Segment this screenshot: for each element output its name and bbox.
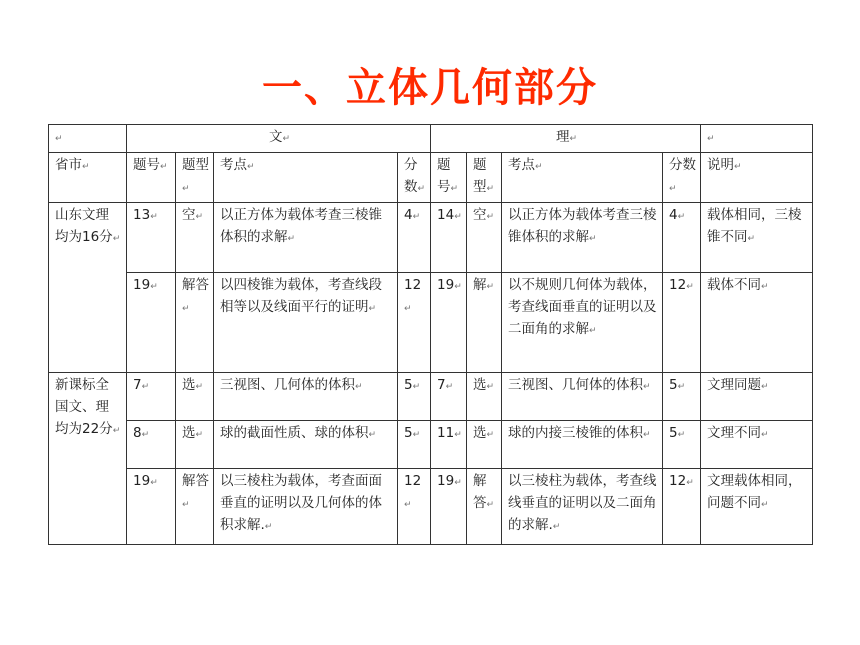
note-cell: 文理同题 ↵ bbox=[701, 373, 813, 421]
li-type-cell: 解答 ↵ bbox=[467, 469, 502, 545]
paragraph-mark-icon bbox=[707, 134, 715, 144]
wen-score-cell: 5 ↵ bbox=[398, 373, 431, 421]
paragraph-mark-icon bbox=[55, 134, 63, 144]
header-province: 省市 ↵ bbox=[49, 153, 127, 203]
wen-type-cell: 选 ↵ bbox=[176, 373, 214, 421]
wen-no-cell: 13 ↵ bbox=[127, 203, 176, 273]
exam-analysis-table bbox=[48, 124, 813, 545]
li-point-cell: 以不规则几何体为载体，考查线面垂直的证明以及二面角的求解 ↵ bbox=[502, 273, 663, 373]
li-score-cell: 5 ↵ bbox=[663, 421, 701, 469]
li-point-cell: 三视图、几何体的体积 ↵ bbox=[502, 373, 663, 421]
wen-no-cell: 8 ↵ bbox=[127, 421, 176, 469]
header-li-score: 分数 ↵ bbox=[663, 153, 701, 203]
li-group-header: 理 ↵ bbox=[431, 125, 701, 153]
province-cell: 山东文理均为16分 ↵ bbox=[49, 203, 127, 373]
li-score-cell: 4 ↵ bbox=[663, 203, 701, 273]
paragraph-mark-icon bbox=[569, 134, 577, 144]
wen-type-cell: 选 ↵ bbox=[176, 421, 214, 469]
table-row bbox=[49, 273, 813, 373]
province-cell: 新课标全国文、理均为22分 ↵ bbox=[49, 373, 127, 545]
li-type-cell: 空 ↵ bbox=[467, 203, 502, 273]
li-type-cell: 选 ↵ bbox=[467, 373, 502, 421]
note-cell: 文理不同 ↵ bbox=[701, 421, 813, 469]
li-score-cell: 12 ↵ bbox=[663, 469, 701, 545]
wen-type-cell: 空 ↵ bbox=[176, 203, 214, 273]
li-type-cell: 选 ↵ bbox=[467, 421, 502, 469]
header-li-type: 题型 ↵ bbox=[467, 153, 502, 203]
wen-point-cell: 以四棱锥为载体，考查线段相等以及线面平行的证明 ↵ bbox=[214, 273, 398, 373]
wen-type-cell: 解答 ↵ bbox=[176, 273, 214, 373]
table-row bbox=[49, 373, 813, 421]
wen-score-cell: 12 ↵ bbox=[398, 469, 431, 545]
header-wen-no: 题号 ↵ bbox=[127, 153, 176, 203]
wen-no-cell: 19 ↵ bbox=[127, 469, 176, 545]
wen-point-cell: 三视图、几何体的体积 ↵ bbox=[214, 373, 398, 421]
table-row bbox=[49, 469, 813, 545]
note-cell: 载体相同，三棱锥不同 ↵ bbox=[701, 203, 813, 273]
li-no-cell: 19 ↵ bbox=[431, 273, 467, 373]
right-edge-mask bbox=[836, 118, 860, 558]
wen-score-cell: 5 ↵ bbox=[398, 421, 431, 469]
li-no-cell: 11 ↵ bbox=[431, 421, 467, 469]
header-wen-type: 题型 ↵ bbox=[176, 153, 214, 203]
li-score-cell: 12 ↵ bbox=[663, 273, 701, 373]
li-point-cell: 以三棱柱为载体，考查线线垂直的证明以及二面角的求解. ↵ bbox=[502, 469, 663, 545]
wen-group-header: 文 ↵ bbox=[127, 125, 431, 153]
li-point-cell: 以正方体为载体考查三棱锥体积的求解 ↵ bbox=[502, 203, 663, 273]
li-no-cell: 7 ↵ bbox=[431, 373, 467, 421]
page-title: 一、立体几何部分 bbox=[262, 65, 598, 111]
wen-point-cell: 以三棱柱为载体，考查面面垂直的证明以及几何体的体积求解. ↵ bbox=[214, 469, 398, 545]
wen-no-cell: 19 ↵ bbox=[127, 273, 176, 373]
column-header-row bbox=[49, 153, 813, 203]
empty-header-cell bbox=[49, 125, 127, 153]
wen-point-cell: 以正方体为载体考查三棱锥体积的求解 ↵ bbox=[214, 203, 398, 273]
li-no-cell: 14 ↵ bbox=[431, 203, 467, 273]
wen-score-cell: 4 ↵ bbox=[398, 203, 431, 273]
wen-type-cell: 解答 ↵ bbox=[176, 469, 214, 545]
li-point-cell: 球的内接三棱锥的体积 ↵ bbox=[502, 421, 663, 469]
header-wen-score: 分数 ↵ bbox=[398, 153, 431, 203]
wen-no-cell: 7 ↵ bbox=[127, 373, 176, 421]
header-li-no: 题号 ↵ bbox=[431, 153, 467, 203]
note-cell: 文理载体相同，问题不同 ↵ bbox=[701, 469, 813, 545]
li-no-cell: 19 ↵ bbox=[431, 469, 467, 545]
wen-point-cell: 球的截面性质、球的体积 ↵ bbox=[214, 421, 398, 469]
table-row bbox=[49, 421, 813, 469]
header-wen-point: 考点 ↵ bbox=[214, 153, 398, 203]
empty-header-cell bbox=[701, 125, 813, 153]
wen-score-cell: 12 ↵ bbox=[398, 273, 431, 373]
paragraph-mark-icon bbox=[282, 134, 290, 144]
li-score-cell: 5 ↵ bbox=[663, 373, 701, 421]
header-li-point: 考点 ↵ bbox=[502, 153, 663, 203]
note-cell: 载体不同 ↵ bbox=[701, 273, 813, 373]
group-header-row bbox=[49, 125, 813, 153]
table-row bbox=[49, 203, 813, 273]
li-type-cell: 解 ↵ bbox=[467, 273, 502, 373]
header-note: 说明 ↵ bbox=[701, 153, 813, 203]
